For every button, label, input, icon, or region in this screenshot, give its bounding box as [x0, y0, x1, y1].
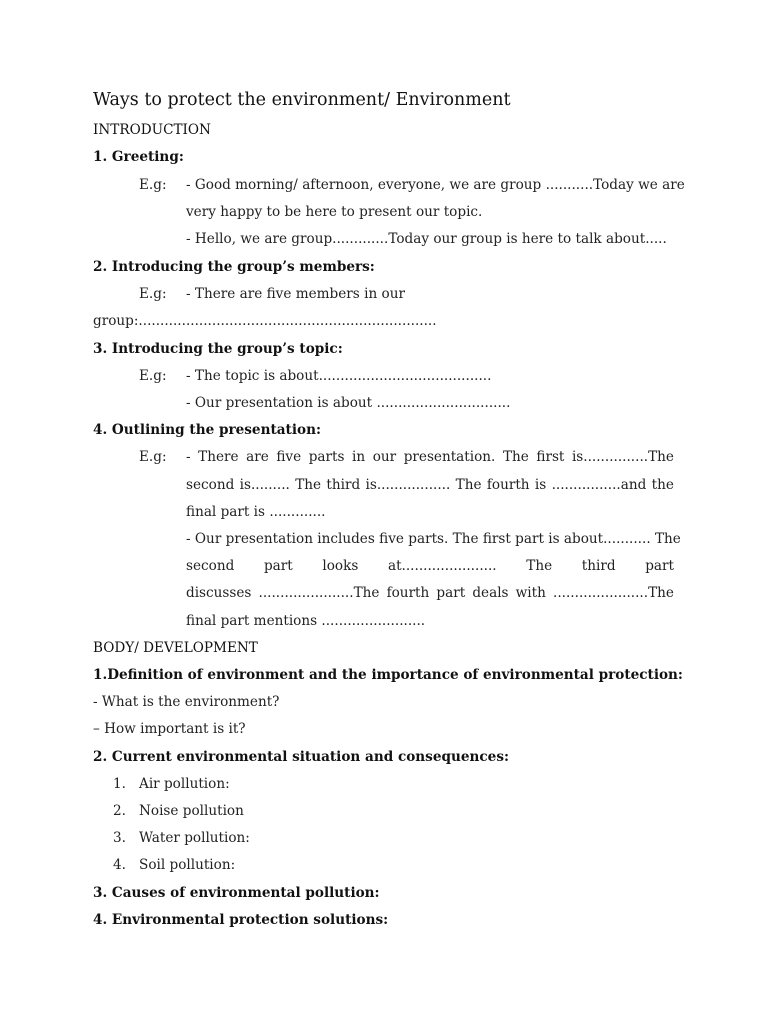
word: our — [372, 449, 397, 465]
word: in — [352, 449, 366, 465]
members-heading: 2. Introducing the group’s members: — [93, 259, 375, 275]
causes-heading: 3. Causes of environmental pollution: — [93, 885, 380, 901]
word: second — [186, 477, 235, 493]
word: is................. — [365, 477, 451, 493]
word: first — [536, 449, 565, 465]
greeting-line-2: very happy to be here to present our topic. — [186, 204, 483, 220]
outline-line-6 — [186, 584, 674, 602]
word: at...................... — [387, 558, 497, 574]
word: part — [645, 558, 674, 574]
members-eg-label: E.g: — [139, 286, 167, 302]
solutions-heading: 4. Environmental protection solutions: — [93, 912, 389, 928]
word: deals — [472, 585, 509, 601]
word: ................and — [551, 477, 647, 493]
topic-heading: 3. Introducing the group’s topic: — [93, 341, 343, 357]
list-item — [113, 802, 244, 820]
word: with — [515, 585, 546, 601]
word: The — [295, 477, 322, 493]
greeting-eg-label: E.g: — [139, 177, 167, 193]
list-item — [113, 856, 235, 874]
word: ......................The — [553, 585, 674, 601]
list-item-number: 4. — [113, 857, 126, 873]
word: There — [198, 449, 239, 465]
document-title: Ways to protect the environment/ Environment — [93, 90, 511, 110]
word: is...............The — [571, 449, 674, 465]
introduction-heading: INTRODUCTION — [93, 122, 211, 138]
word: fourth — [386, 585, 430, 601]
word: is......... — [239, 477, 290, 493]
word: part — [436, 585, 466, 601]
word: part — [263, 558, 293, 574]
list-item-text: Noise pollution — [139, 803, 244, 819]
body-heading: BODY/ DEVELOPMENT — [93, 640, 258, 656]
outline-heading: 4. Outlining the presentation: — [93, 422, 321, 438]
list-item — [113, 829, 250, 847]
situation-heading: 2. Current environmental situation and consequences: — [93, 749, 509, 765]
word: third — [581, 558, 616, 574]
word: parts — [308, 449, 345, 465]
definition-question-1: - What is the environment? — [93, 694, 280, 710]
list-item-text: Soil pollution: — [139, 857, 236, 873]
outline-eg-label: E.g: — [139, 449, 167, 465]
topic-eg-label: E.g: — [139, 368, 167, 384]
word: The — [455, 477, 482, 493]
word: - — [186, 449, 191, 465]
word: second — [186, 558, 235, 574]
greeting-line-3: - Hello, we are group.............Today our group is here to talk about..... — [186, 231, 667, 247]
word: discusses — [186, 585, 252, 601]
list-item-number: 2. — [113, 803, 126, 819]
outline-line-5 — [186, 557, 674, 575]
word: fourth — [486, 477, 530, 493]
list-item-text: Water pollution: — [139, 830, 250, 846]
word: The — [526, 558, 553, 574]
greeting-line-1: - Good morning/ afternoon, everyone, we are group ...........Today we are — [186, 177, 685, 193]
word: presentation. — [403, 449, 496, 465]
members-line-2: group:..................................................................... — [93, 313, 437, 329]
list-item-number: 1. — [113, 776, 126, 792]
list-item-text: Air pollution: — [139, 776, 230, 792]
members-line-1: - There are five members in our — [186, 286, 405, 302]
word: ......................The — [258, 585, 380, 601]
list-item — [113, 775, 230, 793]
outline-line-2 — [186, 476, 674, 494]
word: looks — [322, 558, 359, 574]
outline-line-3: final part is ............. — [186, 504, 326, 520]
word: The — [502, 449, 529, 465]
word: third — [326, 477, 361, 493]
outline-line-4: - Our presentation includes five parts. The first part is about........... The — [186, 531, 681, 547]
topic-line-2: - Our presentation is about ............................... — [186, 395, 511, 411]
list-item-number: 3. — [113, 830, 126, 846]
definition-question-2: – How important is it? — [93, 721, 246, 737]
topic-line-1: - The topic is about........................................ — [186, 368, 492, 384]
greeting-heading: 1. Greeting: — [93, 149, 184, 165]
outline-line-7: final part mentions ........................ — [186, 613, 426, 629]
word: the — [651, 477, 674, 493]
outline-line-1 — [186, 448, 674, 466]
word: five — [276, 449, 302, 465]
definition-heading: 1.Definition of environment and the importance of environmental protection: — [93, 667, 683, 683]
word: is — [534, 477, 547, 493]
word: are — [246, 449, 269, 465]
